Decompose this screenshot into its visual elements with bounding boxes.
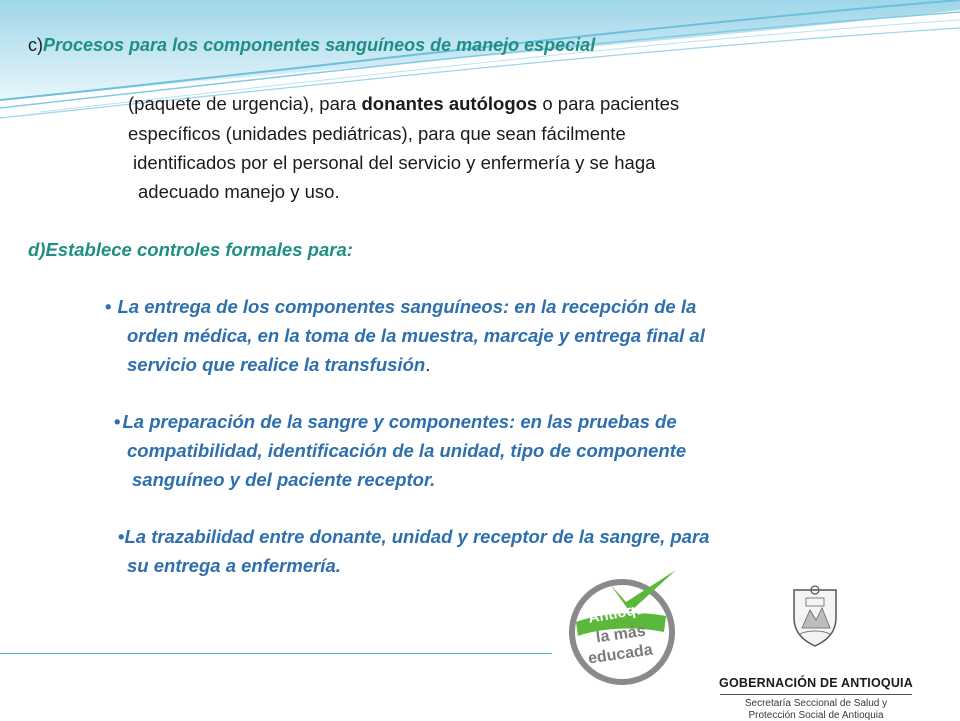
logos-panel [556,556,918,721]
bullet-3-line1 [118,525,709,549]
bullet-1-line2: orden médica, en la toma de la muestra, marcaje y entrega final al [127,325,705,346]
coat-of-arms-icon [788,584,842,648]
bullet-3-text1: La trazabilidad entre donante, unidad y receptor de la sangre, para [124,526,710,547]
gov-sub2: Protección Social de Antioquia [748,710,884,721]
bullet-1-text3: servicio que realice la transfusión [127,354,426,375]
badge-line1: Antioquia [587,598,659,627]
gov-name: GOBERNACIÓN DE ANTIOQUIA [719,676,913,690]
bullet-3-dot: • [118,526,125,547]
badge-line3: educada [587,641,654,668]
para-c-line3: identificados por el personal del servicio y enfermería y se haga [133,152,656,173]
gov-rule [720,694,912,695]
bullet-3-line2: su entrega a enfermería. [127,555,341,576]
heading-d: d)Establece controles formales para: [28,239,353,260]
para-c-line1 [128,92,679,116]
bullet-1-period: . [425,354,431,375]
heading-c-text: c)Procesos para los componentes sanguíneos de manejo especial [28,35,596,55]
para-c-line2: específicos (unidades pediátricas), para que sean fácilmente [128,123,626,144]
bullet-2-line1 [114,410,677,434]
para-c-line1-bold: donantes autólogos [361,93,538,114]
bullet-2-dot: • [114,411,121,432]
gobernacion-logo [716,584,916,721]
para-c-line1-c: o para pacientes [537,93,680,114]
badge-line2: la más [594,622,647,647]
bullet-1-line1 [105,295,696,319]
bullet-2-text1: La preparación de la sangre y componentes: en las pruebas de [122,411,677,432]
bullet-1-text1: La entrega de los componentes sanguíneos: en la recepción de la [117,296,697,317]
gov-sub1: Secretaría Seccional de Salud y [744,698,888,709]
para-c-line4: adecuado manejo y uso. [138,181,340,202]
bullet-2-line3: sanguíneo y del paciente receptor. [132,469,436,490]
antioquia-educada-logo [566,566,684,686]
bullet-1-dot: • [105,296,112,317]
bullet-1-line3 [127,353,430,377]
para-c-line1-a: (paquete de urgencia), para [128,93,362,114]
bullet-2-line2: compatibilidad, identificación de la unidad, tipo de componente [127,440,687,461]
heading-c [28,33,595,57]
